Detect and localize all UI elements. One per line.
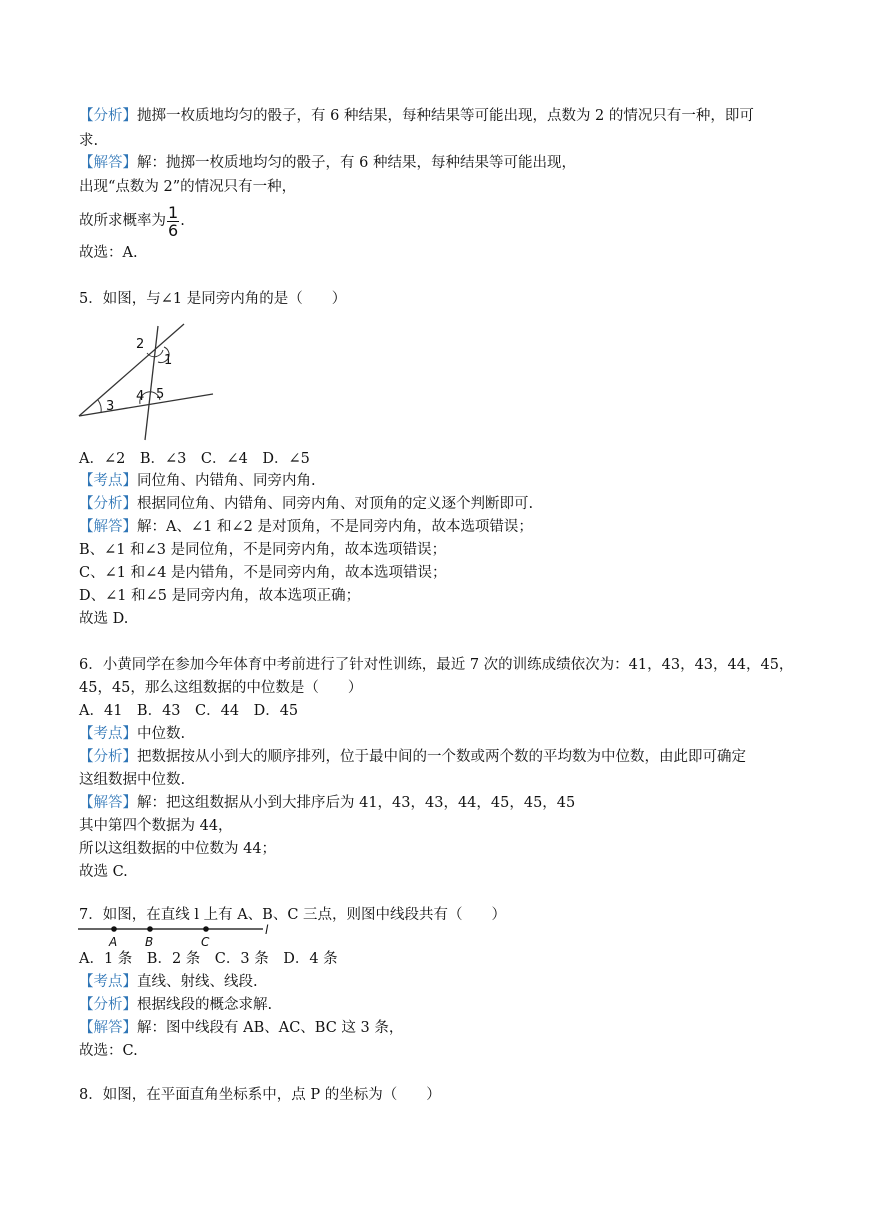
q7-line-figure (78, 921, 278, 951)
q5-point-text: 同位角、内错角、同旁内角. (137, 473, 316, 489)
label-b: B (145, 935, 154, 949)
q5-answer-line4: D、∠1 和∠5 是同旁内角，故本选项正确； (79, 588, 361, 604)
q7-choice: 故选：C. (79, 1043, 138, 1059)
q4-analysis-text: 抛掷一枚质地均匀的骰子，有 6 种结果，每种结果等可能出现，点数为 2 的情况只有一种，即可 (137, 108, 754, 124)
analysis-tag: 【分析】 (79, 108, 137, 124)
q4-answer-suffix: . (180, 213, 185, 229)
q6-point (79, 724, 185, 744)
fraction-denominator: 6 (168, 220, 179, 240)
base-line (79, 394, 213, 416)
point-tag: 【考点】 (79, 726, 137, 742)
q5-point (79, 471, 316, 491)
angle-label-4: 4 (136, 389, 145, 404)
point-tag: 【考点】 (79, 473, 137, 489)
angle-label-5: 5 (156, 387, 165, 402)
q7-answer (79, 1018, 403, 1038)
fraction-numerator: 1 (168, 202, 179, 222)
q6-answer-text: 解：把这组数据从小到大排序后为 41，43，43，44，45，45，45 (137, 795, 576, 811)
q5-analysis (79, 494, 533, 514)
vertical-line (145, 326, 158, 440)
q4-answer-line2: 出现“点数为 2”的情况只有一种， (79, 179, 297, 195)
q6-options: A．41 B．43 C．44 D．45 (79, 703, 299, 719)
q4-analysis (79, 106, 754, 126)
answer-tag: 【解答】 (79, 155, 137, 171)
angle-label-3: 3 (106, 399, 115, 414)
q4-analysis-cont: 求. (79, 133, 99, 149)
q6-answer (79, 793, 575, 813)
point-c (203, 926, 209, 932)
answer-tag: 【解答】 (79, 1020, 137, 1036)
q5-answer-text: 解：A、∠1 和∠2 是对顶角，不是同旁内角，故本选项错误； (137, 519, 533, 535)
q6-stem-line2: 45，45，那么这组数据的中位数是（ ） (79, 680, 363, 696)
q7-point-text: 直线、射线、线段. (137, 974, 258, 990)
q7-stem: 7．如图，在直线 l 上有 A、B、C 三点，则图中线段共有（ ） (79, 907, 507, 923)
angle-label-2: 2 (136, 337, 145, 352)
q7-analysis (79, 995, 272, 1015)
q5-stem: 5．如图，与∠1 是同旁内角的是（ ） (79, 291, 347, 307)
label-a: A (109, 935, 118, 949)
q5-analysis-text: 根据同位角、内错角、同旁内角、对顶角的定义逐个判断即可. (137, 496, 534, 512)
analysis-tag: 【分析】 (79, 496, 137, 512)
q4-answer-prefix: 故所求概率为 (79, 213, 166, 229)
angle-3-arc (98, 400, 101, 413)
point-tag: 【考点】 (79, 974, 137, 990)
label-l: l (265, 923, 269, 937)
angle-label-1: 1 (164, 353, 173, 368)
q6-analysis (79, 747, 746, 767)
q6-answer-line2: 其中第四个数据为 44， (79, 818, 233, 834)
q8-stem: 8．如图，在平面直角坐标系中，点 P 的坐标为（ ） (79, 1087, 441, 1103)
label-c: C (201, 935, 210, 949)
q4-answer (79, 153, 576, 173)
q5-choice: 故选 D. (79, 611, 129, 627)
q5-answer-line3: C、∠1 和∠4 是内错角，不是同旁内角，故本选项错误； (79, 565, 447, 581)
q5-answer-line2: B、∠1 和∠3 是同位角，不是同旁内角，故本选项错误； (79, 542, 447, 558)
q6-stem: 6．小黄同学在参加今年体育中考前进行了针对性训练，最近 7 次的训练成绩依次为：41，43，43，44，45， (79, 657, 794, 673)
q7-options: A．1 条 B．2 条 C．3 条 D．4 条 (79, 951, 338, 967)
q6-point-text: 中位数. (137, 726, 186, 742)
q6-analysis-text: 把数据按从小到大的顺序排列，位于最中间的一个数或两个数的平均数为中位数，由此即可确定 (137, 749, 746, 765)
q7-point (79, 972, 258, 992)
answer-tag: 【解答】 (79, 795, 137, 811)
q6-answer-line3: 所以这组数据的中位数为 44； (79, 841, 277, 857)
point-a (111, 926, 117, 932)
probability-fraction (167, 204, 179, 239)
q7-answer-text: 解：图中线段有 AB、AC、BC 这 3 条， (137, 1020, 404, 1036)
analysis-tag: 【分析】 (79, 997, 137, 1013)
answer-tag: 【解答】 (79, 519, 137, 535)
q5-options: A．∠2 B．∠3 C．∠4 D．∠5 (79, 451, 310, 467)
analysis-tag: 【分析】 (79, 749, 137, 765)
transversal-line (79, 324, 184, 416)
q4-answer-text: 解：抛掷一枚质地均匀的骰子，有 6 种结果，每种结果等可能出现， (137, 155, 576, 171)
q6-choice: 故选 C. (79, 864, 128, 880)
q4-answer-line3 (79, 201, 185, 241)
q4-choice: 故选：A. (79, 245, 138, 261)
q7-analysis-text: 根据线段的概念求解. (137, 997, 273, 1013)
q5-answer (79, 517, 533, 537)
q6-analysis-line2: 这组数据中位数. (79, 772, 186, 788)
q5-angle-figure (78, 320, 218, 442)
point-b (147, 926, 153, 932)
